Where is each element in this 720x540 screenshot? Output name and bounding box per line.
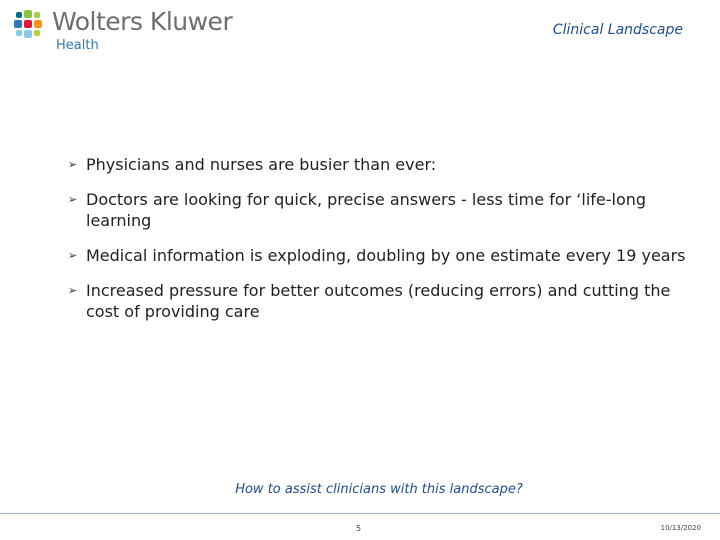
slide-title: Clinical Landscape (552, 22, 683, 38)
logo-division: Health (56, 38, 99, 53)
footer-question: How to assist clinicians with this landscape? (235, 482, 523, 497)
slide-date: 10/13/2020 (660, 524, 701, 532)
bullet-text: Medical information is exploding, doubling by one estimate every 19 years (86, 246, 686, 265)
bullet-list (68, 154, 686, 336)
footer-divider (0, 513, 720, 514)
arrow-bullet-icon: ➢ (68, 249, 78, 262)
bullet-text: Increased pressure for better outcomes (reducing errors) and cutting the cost of providing care (86, 281, 671, 321)
arrow-bullet-icon: ➢ (68, 284, 78, 297)
wolters-kluwer-mark-icon (12, 8, 44, 40)
bullet-item (68, 189, 686, 231)
arrow-bullet-icon: ➢ (68, 193, 78, 206)
bullet-text: Physicians and nurses are busier than ever: (86, 155, 437, 174)
bullet-item (68, 280, 686, 322)
arrow-bullet-icon: ➢ (68, 158, 78, 171)
logo-wordmark: Wolters Kluwer (52, 7, 233, 36)
company-logo (12, 6, 233, 53)
bullet-item (68, 245, 686, 266)
bullet-text: Doctors are looking for quick, precise answers - less time for ‘life-long learning (86, 190, 647, 230)
page-number: 5 (356, 524, 362, 533)
bullet-item (68, 154, 686, 175)
